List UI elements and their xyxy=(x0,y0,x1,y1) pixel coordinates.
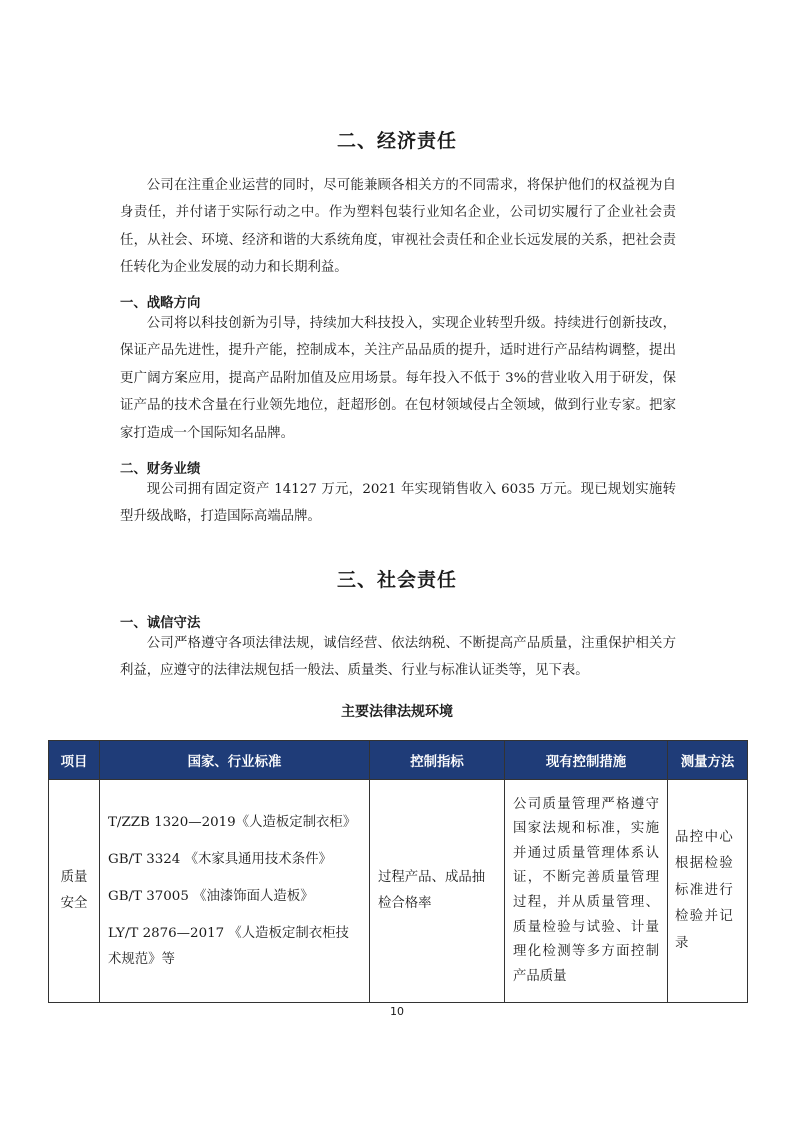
header-method: 测量方法 xyxy=(668,741,748,780)
table-row xyxy=(49,780,748,1003)
standard-entry: T/ZZB 1320—2019《人造板定制衣柜》 xyxy=(108,814,357,830)
table-header-row xyxy=(49,741,748,780)
table-title: 主要法律法规环境 xyxy=(341,704,453,720)
economic-intro-paragraph: 公司在注重企业运营的同时，尽可能兼顾各相关方的不同需求，将保护他们的权益视为自身责任，并付诸于实际行动之中。作为塑料包装行业知名企业，公司切实履行了企业社会责任，从社会、环境、经济和谐的大系统角度，审视社会责任和企业长远发展的关系，把社会责任转化为企业发展的动力和长期利益。 xyxy=(120,178,676,276)
header-measures: 现有控制措施 xyxy=(505,741,668,780)
cell-indicator: 过程产品、成品抽检合格率 xyxy=(370,780,505,1003)
subheading-strategy: 一、战略方向 xyxy=(120,296,201,311)
integrity-paragraph: 公司严格遵守各项法律法规，诚信经营、依法纳税、不断提高产品质量，注重保护相关方利益，应遵守的法律法规包括一般法、质量类、行业与标准认证类等，见下表。 xyxy=(120,636,676,679)
strategy-paragraph: 公司将以科技创新为引导，持续加大科技投入，实现企业转型升级。持续进行创新技改，保证产品先进性，提升产能，控制成本，关注产品品质的提升，适时进行产品结构调整，提出更广阔方案应用，提高产品附加值及应用场景。每年投入不低于 3%的营业收入用于研发，保证产品的技术含量在行业领先地位，赶超形创。在包材领域侵占全领域，做到行业专家。把家家打造成一个国际知名品牌。 xyxy=(120,316,676,441)
cell-measures: 公司质量管理严格遵守国家法规和标准，实施并通过质量管理体系认证，不断完善质量管理过程，并从质量管理、质量检验与试验、计量理化检测等多方面控制产品质量 xyxy=(505,780,668,1003)
section-title-economic: 二、经济责任 xyxy=(336,130,457,152)
finance-paragraph: 现公司拥有固定资产 14127 万元，2021 年实现销售收入 6035 万元。现已规划实施转型升级战略，打造国际高端品牌。 xyxy=(120,482,676,525)
page-number: 10 xyxy=(390,1005,404,1018)
cell-standards xyxy=(100,780,370,1003)
regulations-table xyxy=(48,740,748,1003)
header-indicator: 控制指标 xyxy=(370,741,505,780)
standard-entry: GB/T 37005 《油漆饰面人造板》 xyxy=(108,888,314,904)
standard-entry: GB/T 3324 《木家具通用技术条件》 xyxy=(108,851,332,867)
standard-entry: LY/T 2876—2017 《人造板定制衣柜技术规范》等 xyxy=(108,925,349,967)
subheading-finance: 二、财务业绩 xyxy=(120,462,201,477)
header-standards: 国家、行业标准 xyxy=(100,741,370,780)
cell-item: 质量安全 xyxy=(49,780,100,1003)
cell-method: 品控中心根据检验标准进行检验并记录 xyxy=(668,780,748,1003)
header-item: 项目 xyxy=(49,741,100,780)
section-title-social: 三、社会责任 xyxy=(336,569,457,591)
subheading-integrity: 一、诚信守法 xyxy=(120,616,201,631)
